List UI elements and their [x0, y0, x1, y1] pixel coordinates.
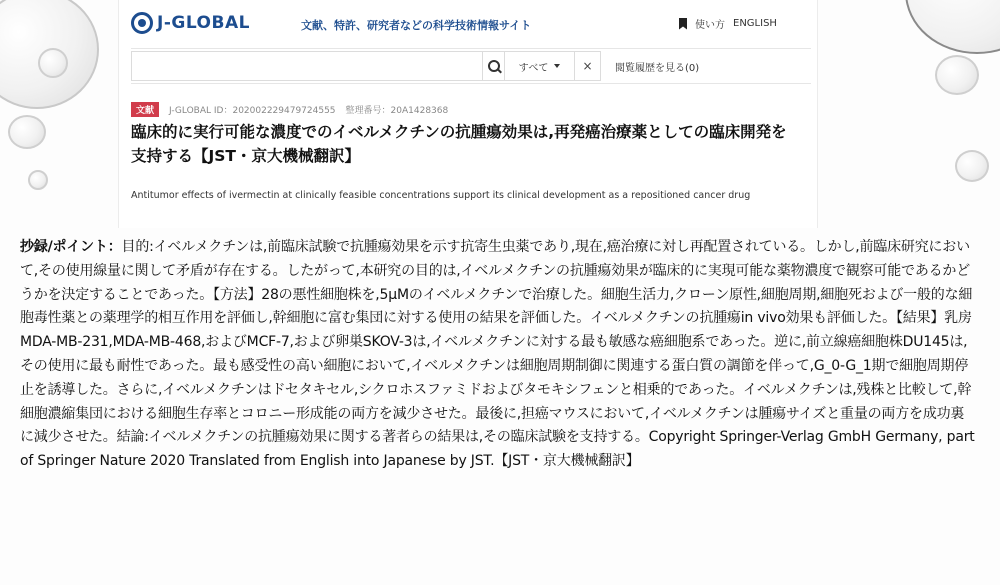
language-link[interactable]: ENGLISH	[733, 18, 777, 29]
article-title-en: Antitumor effects of ivermectin at clinically feasible concentrations support its clinical development as a repositioned cancer drug	[131, 190, 751, 201]
article-title-ja: 臨床的に実行可能な濃度でのイベルメクチンの抗腫瘍効果は,再発癌治療薬としての臨床開発を支持する【JST・京大機械翻訳】	[131, 123, 787, 165]
search-scope-select[interactable]	[505, 51, 575, 81]
logo-text: J-GLOBAL	[157, 13, 250, 33]
help-link[interactable]: 使い方	[695, 20, 725, 31]
decorative-bubble	[955, 150, 989, 182]
decorative-bubble	[28, 170, 48, 190]
abstract	[20, 236, 975, 474]
search-bar	[131, 48, 811, 84]
decorative-bubble	[905, 0, 1000, 54]
logo-icon	[131, 12, 153, 34]
header-links	[679, 16, 777, 31]
site-tagline: 文献、特許、研究者などの科学技術情報サイト	[301, 19, 532, 32]
decorative-bubble	[38, 48, 68, 78]
scope-label: すべて	[518, 62, 549, 74]
search-input[interactable]	[131, 51, 483, 81]
doc-type-badge: 文献	[131, 102, 159, 117]
history-link[interactable]: 閲覧履歴を見る(0)	[615, 62, 700, 74]
chevron-down-icon	[554, 64, 560, 68]
article-meta	[131, 102, 448, 117]
abstract-text: 目的:イベルメクチンは,前臨床試験で抗腫瘍効果を示す抗寄生虫薬であり,現在,癌治療に対し再配置されている。しかし,前臨床研究において,その使用線量に関して矛盾が存在する。したがって,本研究の目的は,イベルメクチンの抗腫瘍効果が臨床的に実現可能な薬物濃度で観察可能であるかどうかを決定することであった。【方法】28の悪性細胞株を,5μMのイベルメクチンで治療した。細胞生活力,クローン原性,細胞周期,細胞死および一般的な細胞毒性薬との薬理学的相互作用を評価し,幹細胞に富む集団に対する使用の結果を評価した。イベルメクチンの抗腫瘍in vivo効果も評価した。【結果】乳房MDA-MB-231,MDA-MB-468,およびMCF-7,および卵巣SKOV-3は,イベルメクチンに対する最も敏感な癌細胞系であった。逆に,前立線癌細胞株DU145は,その使用に最も耐性であった。最も感受性の高い細胞において,イベルメクチンは細胞周期制御に関連する蛋白質の調節を伴って,G_0-G_1期で細胞周期停止を誘導した。さらに,イベルメクチンはドセタキセル,シクロホスファミドおよびタモキシフェンと相乗的であった。イベルメクチンは,残株と比較して,幹細胞濃縮集団における細胞生存率とコロニー形成能の両方を減少させた。最後に,担癌マウスにおいて,イベルメクチンは腫瘍サイズと重量の両方を成功裏に減少させた。結論:イベルメクチンの抗腫瘍効果に関する著者らの結果は,その臨床試験を支持する。Copyright Springer-Verlag GmbH Germany, part of Springer Nature 2020 Translated from English into Japanese by JST.【JST・京大機械翻訳】	[20, 239, 975, 470]
bookmark-icon[interactable]	[679, 18, 687, 30]
clear-button[interactable]: ×	[575, 51, 601, 81]
site-header	[131, 12, 811, 38]
decorative-bubble	[8, 115, 46, 149]
decorative-bubble	[935, 55, 979, 95]
reference-number: 整理番号：20A1428368	[345, 106, 449, 116]
search-icon[interactable]	[483, 51, 505, 81]
page-panel	[118, 0, 818, 228]
jglobal-id: J-GLOBAL ID：202002229479724555	[169, 106, 336, 116]
abstract-label: 抄録/ポイント：	[20, 239, 122, 255]
site-logo[interactable]	[131, 12, 250, 34]
